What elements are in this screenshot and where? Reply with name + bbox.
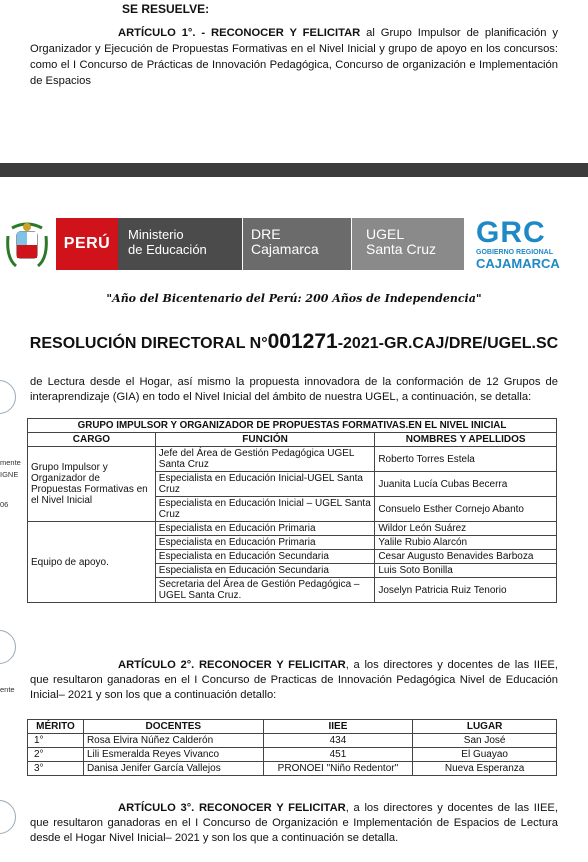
iiee-cell: 451 [263, 748, 413, 762]
name-cell: Cesar Augusto Benavides Barboza [375, 550, 557, 564]
grc-logo-letters: GRC [476, 216, 546, 249]
function-cell: Especialista en Educación Inicial – UGEL Santa Cruz [155, 497, 375, 522]
name-cell: Yalile Rubio Alarcón [375, 536, 557, 550]
name-cell: Luis Soto Bonilla [375, 564, 557, 578]
dre-line-1: DRE [251, 226, 281, 242]
teacher-cell: Rosa Elvira Núñez Calderón [83, 734, 263, 748]
seal-stamp-icon [0, 380, 16, 414]
name-cell: Juanita Lucía Cubas Becerra [375, 472, 557, 497]
table-title: GRUPO IMPULSOR Y ORGANIZADOR DE PROPUESTAS FORMATIVAS.EN EL NIVEL INICIAL [28, 419, 557, 433]
ugel-santa-cruz-logo [352, 218, 464, 270]
winners-table [27, 719, 557, 776]
table-row [28, 762, 557, 776]
page-separator [0, 163, 588, 177]
merit-cell: 1° [28, 734, 84, 748]
column-header: IIEE [263, 720, 413, 734]
column-header: DOCENTES [83, 720, 263, 734]
article-1-paragraph [30, 25, 558, 89]
column-header: CARGO [28, 433, 156, 447]
table-row [28, 447, 557, 472]
iiee-cell: 434 [263, 734, 413, 748]
dre-line-2: Cajamarca [251, 241, 319, 257]
column-header: FUNCIÓN [155, 433, 375, 447]
iiee-cell: PRONOEI "Niño Redentor" [263, 762, 413, 776]
column-header: NOMBRES Y APELLIDOS [375, 433, 557, 447]
function-cell: Especialista en Educación Inicial-UGEL Santa Cruz [155, 472, 375, 497]
article-1-heading: ARTÍCULO 1°. - RECONOCER Y FELICITAR [118, 27, 361, 39]
column-header: LUGAR [413, 720, 557, 734]
grc-logo-region: CAJAMARCA [476, 256, 560, 271]
function-cell: Especialista en Educación Primaria [155, 522, 375, 536]
resolution-title [0, 330, 588, 354]
name-cell: Joselyn Patricia Ruiz Tenorio [375, 578, 557, 603]
article-3-paragraph [30, 801, 558, 846]
minedu-line-2: de Educación [128, 242, 207, 257]
merit-cell: 2° [28, 748, 84, 762]
article-2-body: , a los directores y docentes de las IIEE, que resultaron ganadoras en el I Concurso de Practicas de Innovación Pedagógica Nivel de Educación Inicial– 2021 y son los que a continuación detallo: [30, 659, 558, 701]
grc-logo-subtitle: GOBIERNO REGIONAL [476, 249, 554, 256]
teacher-cell: Danisa Jenifer García Vallejos [83, 762, 263, 776]
se-resuelve-heading: SE RESUELVE: [122, 2, 210, 16]
gobierno-regional-cajamarca-logo [470, 216, 586, 272]
function-cell: Especialista en Educación Secundaria [155, 564, 375, 578]
ministerio-educacion-logo [118, 218, 242, 270]
margin-text: 06 [0, 500, 9, 509]
function-cell: Especialista en Educación Primaria [155, 536, 375, 550]
seal-stamp-icon [0, 630, 16, 664]
merit-cell: 3° [28, 762, 84, 776]
ugel-line-1: UGEL [366, 226, 405, 242]
name-cell: Wildor León Suárez [375, 522, 557, 536]
peru-coat-of-arms-icon [4, 218, 50, 270]
minedu-line-1: Ministerio [128, 227, 184, 242]
resolution-number: 001271 [267, 330, 338, 353]
seal-stamp-icon [0, 800, 16, 834]
article-1-body: al Grupo Impulsor de planificación y Organizador y Ejecución de Propuestas Formativas en el Nivel Inicial y grupo de apoyo en los concursos: como el I Concurso de Prácticas de Innovación Pedagógica, Concurso de organización e Implementación de Espacios [30, 27, 558, 87]
function-cell: Secretaria del Área de Gestión Pedagógica – UGEL Santa Cruz. [155, 578, 375, 603]
function-cell: Jefe del Área de Gestión Pedagógica UGEL Santa Cruz [155, 447, 375, 472]
article-2-heading: ARTÍCULO 2°. RECONOCER Y FELICITAR [118, 659, 346, 671]
resolution-prefix: RESOLUCIÓN DIRECTORAL N° [29, 335, 268, 352]
function-cell: Especialista en Educación Secundaria [155, 550, 375, 564]
article-2-paragraph [30, 658, 558, 703]
article-3-heading: ARTÍCULO 3°. RECONOCER Y FELICITAR [118, 802, 346, 814]
article-3-body: , a los directores y docentes de las IIEE, que resultaron ganadoras en el I Concurso de Organización e Implementación de Espacios de Lectura desde el Hogar Nivel Inicial– 2021 y son los que a continuación se detalla. [30, 802, 558, 844]
ugel-line-2: Santa Cruz [366, 241, 437, 257]
impulsor-group-table [27, 418, 557, 603]
table-row [28, 734, 557, 748]
table-row [28, 748, 557, 762]
cargo-cell: Equipo de apoyo. [28, 522, 156, 603]
place-cell: San José [413, 734, 557, 748]
name-cell: Roberto Torres Estela [375, 447, 557, 472]
intro-paragraph: de Lectura desde el Hogar, así mismo la propuesta innovadora de la conformación de 12 Grupos de interaprendizaje (GIA) en todo el Nivel Inicial del ámbito de nuestra UGEL, a continuación, se detalla: [30, 376, 558, 403]
margin-text: IGNE [0, 470, 19, 479]
place-cell: El Guayao [413, 748, 557, 762]
margin-text: mente [0, 458, 21, 467]
column-header: MÉRITO [28, 720, 84, 734]
dre-cajamarca-logo [243, 218, 351, 270]
resolution-suffix: -2021-GR.CAJ/DRE/UGEL.SC [337, 335, 559, 352]
place-cell: Nueva Esperanza [413, 762, 557, 776]
peru-logo: PERÚ [56, 218, 118, 270]
teacher-cell: Lili Esmeralda Reyes Vivanco [83, 748, 263, 762]
name-cell: Consuelo Esther Cornejo Abanto [375, 497, 557, 522]
cargo-cell: Grupo Impulsor y Organizador de Propuestas Formativas en el Nivel Inicial [28, 447, 156, 522]
year-slogan: "Año del Bicentenario del Perú: 200 Años de Independencia" [106, 292, 482, 305]
table-row [28, 522, 557, 536]
margin-text: ente [0, 685, 15, 694]
